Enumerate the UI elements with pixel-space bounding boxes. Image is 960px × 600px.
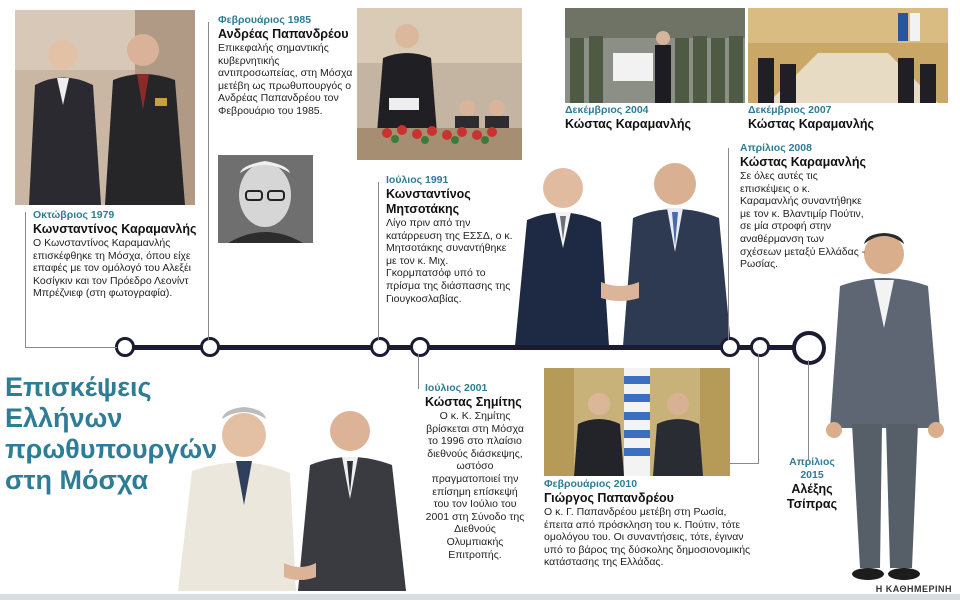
connector-2010 [758, 354, 759, 464]
timeline-node-2015 [792, 331, 826, 365]
entry-date: Ιούλιος 2001 [425, 382, 488, 394]
page-title: Επισκέψεις Ελλήνων πρωθυπουργών στη Μόσχα [5, 372, 218, 495]
connector-2010-h [730, 463, 759, 464]
connector-1985 [208, 22, 209, 340]
timeline-node-2010 [750, 337, 770, 357]
timeline-node-1991 [370, 337, 390, 357]
entry-description: Λίγο πριν από την κατάρρευση της ΕΣΣΔ, ο κ. Μητσοτάκης συναντήθηκε με τον κ. Μιχ. Γκορμπατσόφ υπό το πρίσμα της διάσπασης της Γιουγκοσλαβίας. [386, 217, 513, 305]
entry-1991 [386, 174, 514, 305]
timeline-node-2008 [720, 337, 740, 357]
timeline-bar [125, 345, 810, 350]
photo-2015-tsipras [822, 228, 948, 584]
photo-2004-karamanlis-guard [565, 8, 745, 103]
entry-name: Κωνσταντίνος Καραμανλής [33, 222, 197, 236]
entry-name: Κωνσταντίνος Μητσοτάκης [386, 187, 471, 216]
entry-2010 [544, 478, 754, 569]
photo-2007-karamanlis-meeting [748, 8, 948, 103]
entry-date: Φεβρουάριος 1985 [218, 14, 312, 26]
connector-1991 [378, 182, 379, 340]
entry-description: Σε όλες αυτές τις επισκέψεις ο κ. Καραμανλής συναντήθηκε με τον κ. Βλαντιμίρ Πούτιν, σε μία στροφή στην αναθέρμανση των σχέσεων μεταξύ Ελλάδας - Ρωσίας. [740, 170, 866, 271]
entry-name: Γιώργος Παπανδρέου [544, 491, 674, 505]
entry-1979 [33, 209, 208, 300]
entry-date: Απρίλιος 2008 [740, 142, 812, 154]
entry-description: Ο Κωνσταντίνος Καραμανλής επισκέφθηκε τη Μόσχα, όπου είχε επαφές με τον ομόλογό του Αλεξέι Κοσίγκιν και τον Πρόεδρο Λεονίντ Μπρέζνιεφ (στη φωτογραφία). [33, 237, 192, 300]
timeline-node-2001 [410, 337, 430, 357]
entry-2004 [565, 104, 745, 132]
connector-2008 [728, 148, 729, 340]
entry-date: Δεκέμβριος 2007 [748, 104, 832, 116]
timeline-node-1979 [115, 337, 135, 357]
timeline-node-1985 [200, 337, 220, 357]
photo-2010-papandreou-putin [544, 368, 730, 476]
entry-name: Κώστας Καραμανλής [565, 117, 691, 131]
photo-1979-karamanlis-brezhnev [15, 10, 195, 205]
entry-date: Δεκέμβριος 2004 [565, 104, 649, 116]
entry-date: Φεβρουάριος 2010 [544, 478, 638, 490]
connector-1979 [25, 212, 26, 348]
photo-1991-mitsotakis-gorbachev [357, 8, 522, 160]
entry-description: Ο κ. Γ. Παπανδρέου μετέβη στη Ρωσία, έπειτα από πρόσκληση του κ. Πούτιν, τότε ομολόγου του. Οι συναντήσεις, τότε, έγιναν υπό το βάρος της δύσκολης δημοσιονομικής κατάστασης της Ελλάδας. [544, 506, 751, 569]
publisher-credit: Η ΚΑΘΗΜΕΡΙΝΗ [875, 584, 952, 594]
entry-date: Απρίλιος 2015 [789, 456, 835, 481]
entry-name: Αλέξης Τσίπρας [786, 482, 838, 511]
entry-2008 [740, 142, 868, 271]
photo-1985-papandreou-portrait [218, 155, 313, 243]
connector-2015 [808, 360, 809, 460]
entry-2007 [748, 104, 948, 132]
connector-2001 [418, 354, 419, 389]
connector-1979-h [25, 347, 117, 348]
entry-2015 [777, 456, 847, 512]
entry-description: Ο κ. Κ. Σημίτης βρίσκεται στη Μόσχα το 1996 στο πλαίσιο διεθνούς διάσκεψης, ωστόσο πραγματοποιεί την επίσημη επίσκεψή του τον Ιούλιο του 2001 στη Σύνοδο της Διεθνούς Ολυμπιακής Επιτροπής. [425, 410, 525, 561]
bottom-rule [0, 594, 960, 600]
entry-description: Επικεφαλής σημαντικής κυβερνητικής αντιπροσωπείας, στη Μόσχα μετέβη ως πρωθυπουργός ο Ανδρέας Παπανδρέου τον Φεβρουάριο του 1985. [218, 42, 353, 117]
entry-date: Ιούλιος 1991 [386, 174, 449, 186]
entry-name: Κώστας Καραμανλής [748, 117, 874, 131]
entry-name: Κώστας Καραμανλής [740, 155, 866, 169]
entry-date: Οκτώβριος 1979 [33, 209, 115, 221]
entry-2001 [425, 382, 525, 561]
entry-name: Κώστας Σημίτης [425, 395, 522, 409]
photo-2008-karamanlis-putin-handshake [505, 160, 745, 346]
entry-1985 [218, 14, 356, 118]
entry-name: Ανδρέας Παπανδρέου [218, 27, 349, 41]
